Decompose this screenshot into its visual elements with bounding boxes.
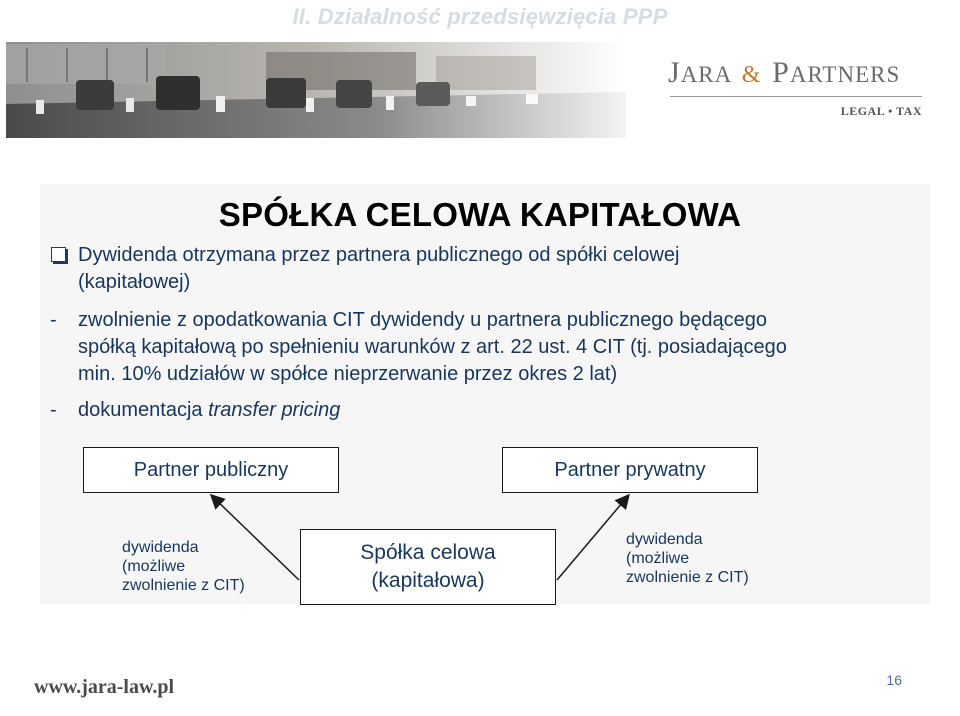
spv-box: Spółka celowa (kapitałowa) bbox=[300, 529, 556, 605]
bullet-line: min. 10% udziałów w spółce nieprzerwanie przez okres 2 lat) bbox=[78, 363, 618, 385]
public-partner-box: Partner publiczny bbox=[83, 447, 339, 493]
logo-wordmark: JARA & PARTNERS bbox=[668, 56, 901, 89]
bullet-line: (kapitałowej) bbox=[78, 271, 191, 293]
section-heading: SPÓŁKA CELOWA KAPITAŁOWA bbox=[218, 196, 742, 233]
page-number: 16 bbox=[886, 672, 902, 688]
slide-title: II. Działalność przedsięwzięcia PPP bbox=[292, 4, 668, 29]
left-dividend-label: dywidenda (możliwe zwolnienie z CIT) bbox=[122, 539, 245, 594]
dash-bullet: - bbox=[50, 309, 57, 331]
bullet-line: - dokumentacja transfer pricing bbox=[50, 397, 930, 424]
bullet-line: Dywidenda otrzymana przez partnera publicznego od spółki celowej bbox=[50, 242, 930, 269]
arrow-to-private-partner bbox=[557, 496, 628, 580]
footer-website-link[interactable]: www.jara-law.pl bbox=[34, 676, 174, 698]
logo-tagline: LEGAL • TAX bbox=[840, 104, 922, 118]
dash-bullet: - bbox=[50, 399, 57, 421]
private-partner-box: Partner prywatny bbox=[502, 447, 758, 493]
bullet-line: spółką kapitałową po spełnieniu warunków z art. 22 ust. 4 CIT (tj. posiadającego bbox=[78, 336, 787, 358]
bullet-line: - zwolnienie z opodatkowania CIT dywidendy u partnera publicznego będącego bbox=[50, 307, 930, 334]
right-dividend-label: dywidenda (możliwe zwolnienie z CIT) bbox=[626, 531, 749, 586]
logo-ampersand: & bbox=[741, 62, 762, 88]
